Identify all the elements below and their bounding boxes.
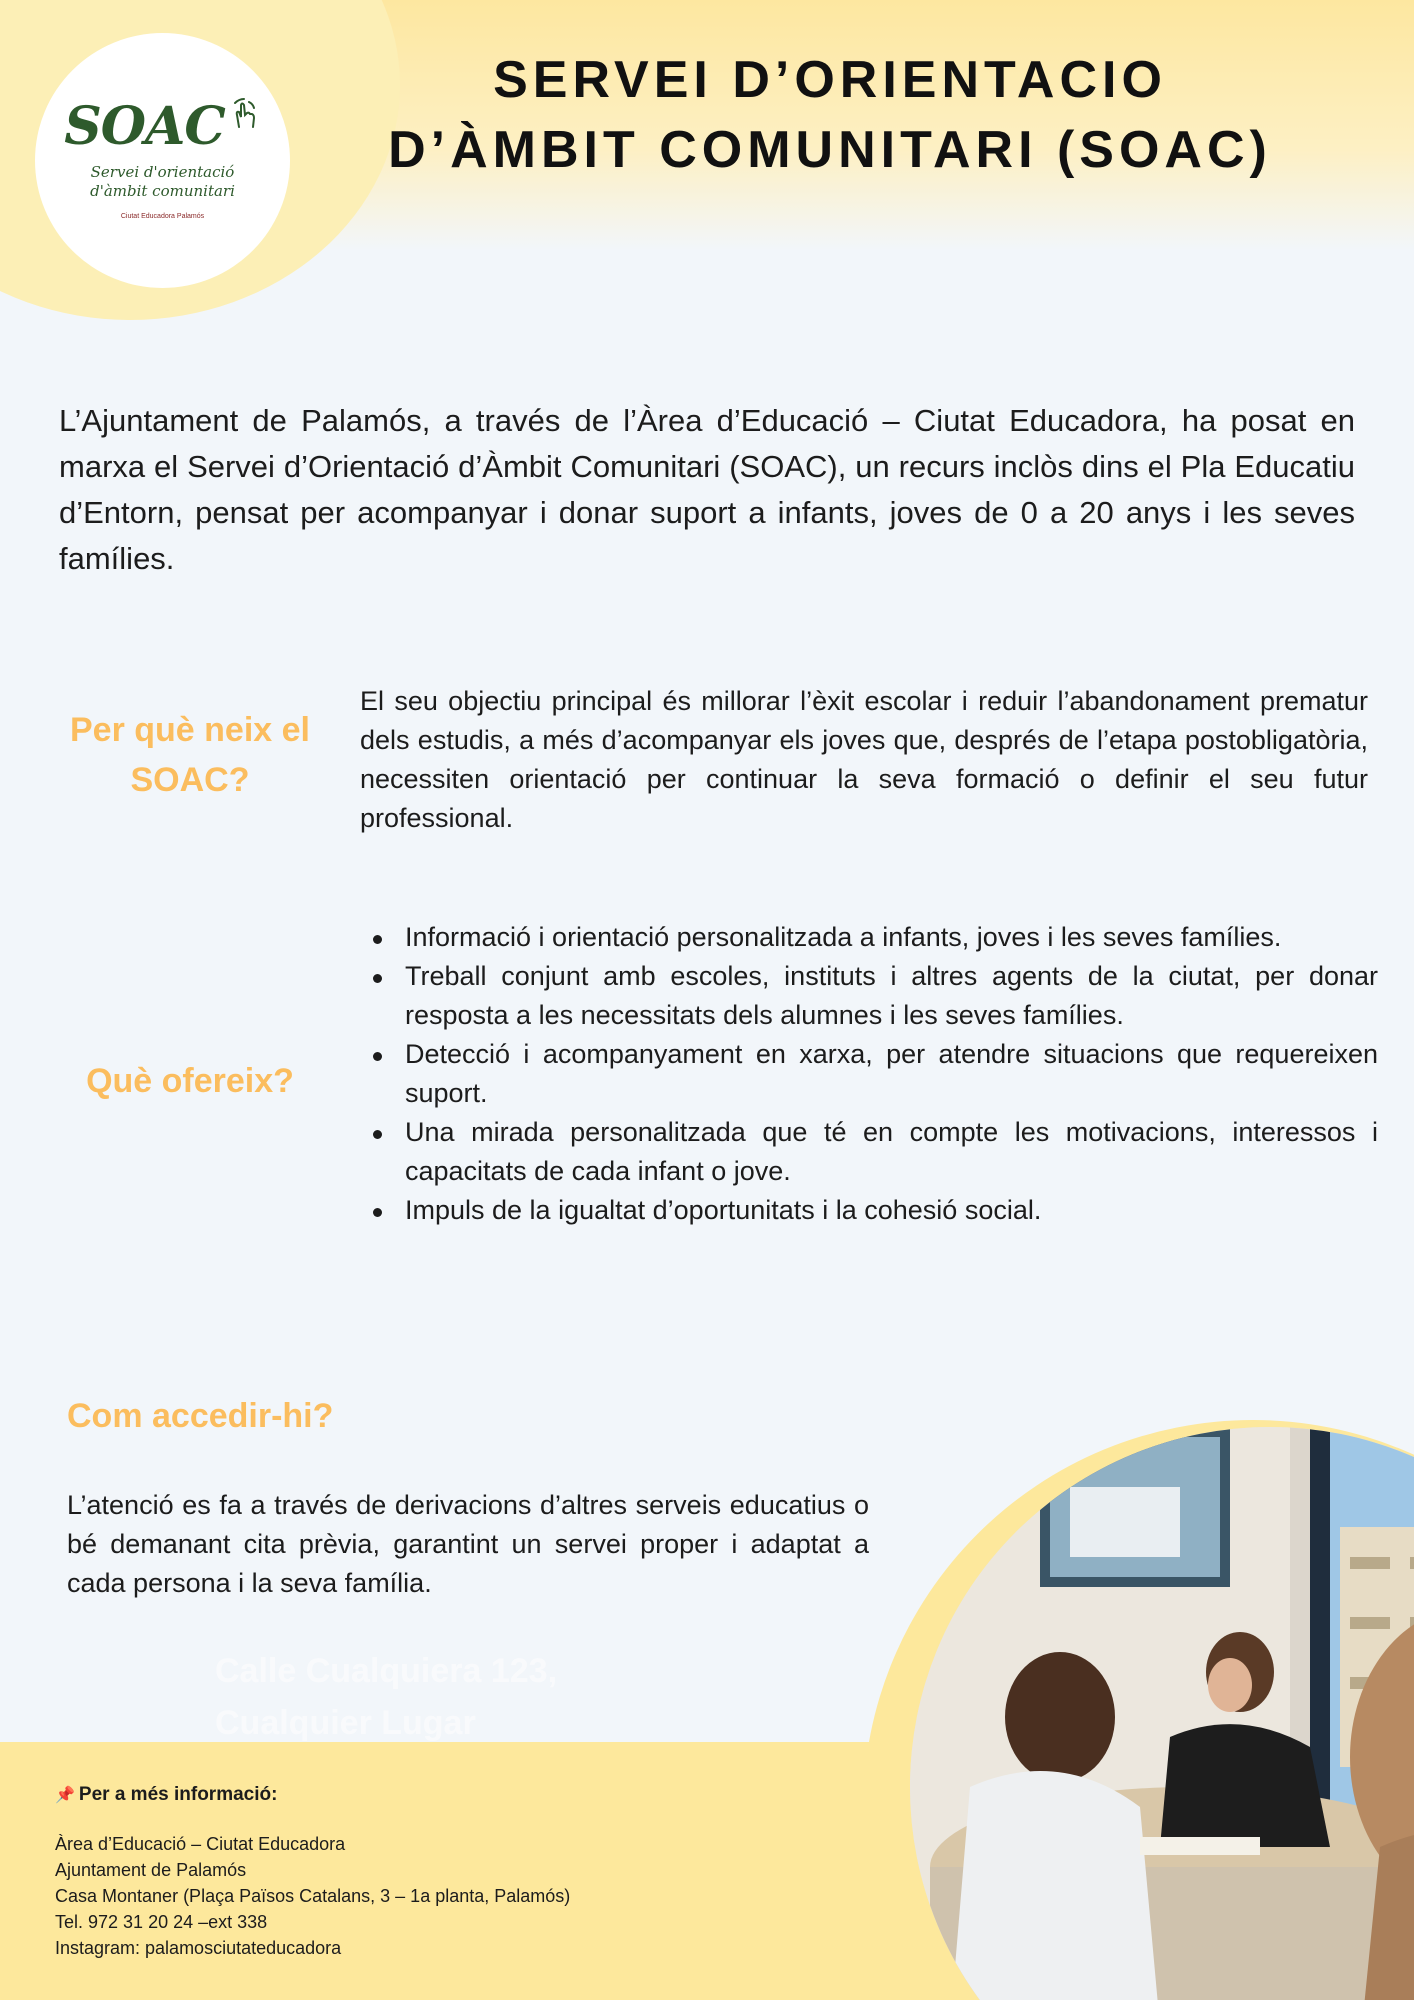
- logo-subtitle-line2: d'àmbit comunitari: [90, 182, 235, 200]
- footer-title-text: Per a més informació:: [78, 1784, 278, 1805]
- footer-contact: [55, 1831, 570, 1961]
- pointing-hand-icon: [227, 97, 261, 131]
- why-paragraph: El seu objectiu principal és millorar l’èxit escolar i reduir l’abandonament prematur dels estudis, a més d’acompanyar els joves que, després de l’etapa postobligatòria, necessiten orientació per continuar la seva formació o definir el seu futur professional.: [360, 686, 1368, 833]
- footer-line: Instagram: palamosciutateducadora: [55, 1938, 342, 1958]
- footer-line: Ajuntament de Palamós: [55, 1860, 247, 1880]
- logo-subtitle: [90, 163, 235, 201]
- logo-tagline: Ciutat Educadora Palamós: [120, 212, 205, 220]
- meeting-photo: [910, 1427, 1414, 2000]
- meeting-illustration: [910, 1427, 1414, 2000]
- placeholder-address: [215, 1645, 557, 1749]
- footer-line: Tel. 972 31 20 24 –ext 338: [55, 1912, 268, 1932]
- footer-title: [55, 1784, 277, 1806]
- title-line-1: SERVEI D’ORIENTACIO: [493, 51, 1167, 109]
- access-paragraph: L’atenció es fa a través de derivacions d’altres serveis educatius o bé demanant cita prèvia, garantint un servei proper i adaptat a cada persona i la seva família.: [67, 1490, 869, 1598]
- access-heading: Com accedir-hi?: [67, 1397, 334, 1435]
- placeholder-line-1: Calle Cualquiera 123,: [215, 1652, 558, 1690]
- list-item: Una mirada personalitzada que té en compte les motivacions, interessos i capacitats de cada infant o jove.: [370, 1113, 1378, 1191]
- footer-line: Àrea d’Educació – Ciutat Educadora: [55, 1834, 346, 1854]
- footer-line: Casa Montaner (Plaça Països Catalans, 3 – 1a planta, Palamós): [55, 1886, 571, 1906]
- offer-heading: Què ofereix?: [86, 1062, 294, 1100]
- list-item: Informació i orientació personalitzada a infants, joves i les seves famílies.: [370, 918, 1378, 957]
- list-item: Detecció i acompanyament en xarxa, per atendre situacions que requereixen suport.: [370, 1035, 1378, 1113]
- logo-mark-text: SOAC: [64, 96, 225, 158]
- offer-list: [370, 918, 1378, 1230]
- logo-subtitle-line1: Servei d'orientació: [90, 163, 235, 182]
- list-item: Treball conjunt amb escoles, instituts i altres agents de la ciutat, per donar resposta a les necessitats dels alumnes i les seves famílies.: [370, 957, 1378, 1035]
- intro-paragraph: L’Ajuntament de Palamós, a través de l’Àrea d’Educació – Ciutat Educadora, ha posat en marxa el Servei d’Orientació d’Àmbit Comunitari (SOAC), un recurs inclòs dins el Pla Educatiu d’Entorn, pensat per acompanyar i donar suport a infants, joves de 0 a 20 anys i les seves famílies.: [59, 403, 1355, 576]
- soac-logo: [35, 33, 290, 288]
- why-heading: Per què neix el SOAC?: [70, 711, 310, 799]
- pushpin-icon: 📌: [55, 1787, 75, 1804]
- placeholder-line-2: Cualquier Lugar: [215, 1704, 476, 1742]
- logo-mark: [64, 96, 261, 158]
- title-line-2: D’ÀMBIT COMUNITARI (SOAC): [388, 121, 1272, 179]
- list-item: Impuls de la igualtat d’oportunitats i la cohesió social.: [370, 1191, 1378, 1230]
- page-title: [330, 45, 1330, 185]
